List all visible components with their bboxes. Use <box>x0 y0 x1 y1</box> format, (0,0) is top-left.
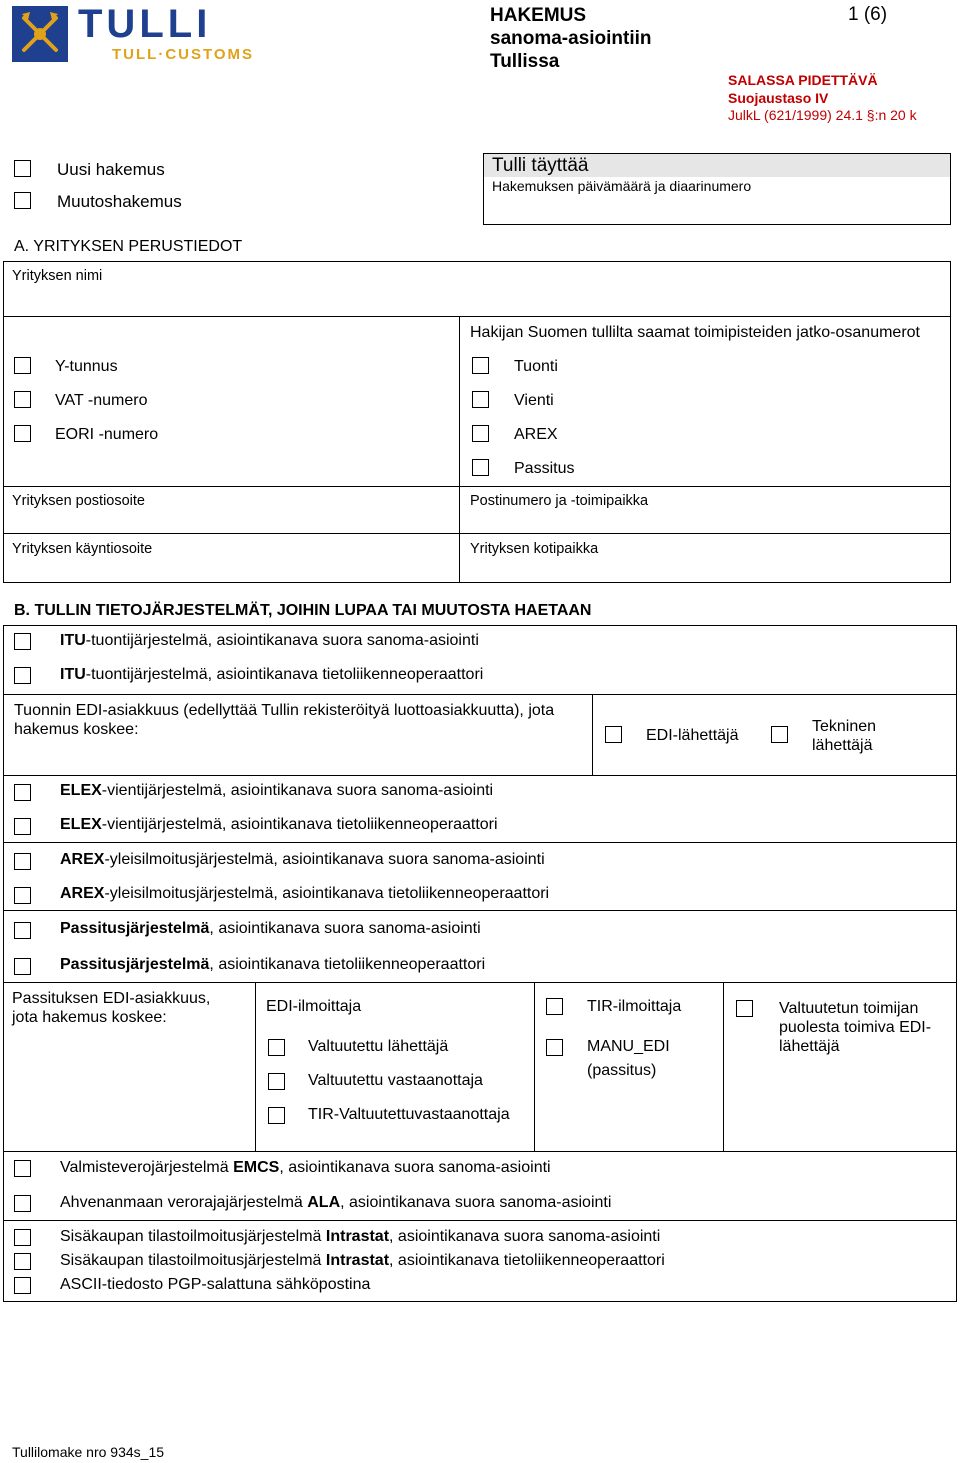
technical-sender-label: Tekninen lähettäjä <box>812 718 877 754</box>
itu-operator-checkbox[interactable] <box>14 667 31 684</box>
transit-direct-text: , asiointikanava suora sanoma-asiointi <box>209 920 481 937</box>
vat-number-label: VAT -numero <box>55 392 148 409</box>
change-application-checkbox[interactable] <box>14 192 31 209</box>
customs-fill-box <box>483 153 951 225</box>
new-application-checkbox[interactable] <box>14 160 31 177</box>
itu-direct-system: ITU <box>60 632 86 649</box>
customs-fill-title: Tulli täyttää <box>484 154 950 177</box>
authorised-sender-label: Valtuutettu lähettäjä <box>308 1038 449 1055</box>
itu-operator-text: -tuontijärjestelmä, asiointikanava tietoliikenneoperaattori <box>85 666 484 683</box>
ala-system: ALA <box>307 1194 341 1211</box>
emcs-label <box>60 1159 551 1177</box>
edi-sender-checkbox[interactable] <box>605 726 622 743</box>
arex-direct-text: -yleisilmoitusjärjestelmä, asiointikanava suora sanoma-asiointi <box>104 851 545 868</box>
manu-edi-checkbox[interactable] <box>546 1039 563 1056</box>
export-sub-label: Vienti <box>514 392 554 409</box>
itu-direct-checkbox[interactable] <box>14 633 31 650</box>
vat-number-checkbox[interactable] <box>14 391 31 408</box>
ascii-pgp-label: ASCII-tiedosto PGP-salattuna sähköpostina <box>60 1276 371 1293</box>
tir-declarant-label: TIR-ilmoittaja <box>587 998 682 1015</box>
eori-number-label: EORI -numero <box>55 426 159 443</box>
import-edi-label: Tuonnin EDI-asiakkuus (edellyttää Tullin rekisteröityä luottoasiakkuutta), jota hakemus koskee: <box>14 702 555 738</box>
form-title <box>490 4 652 73</box>
intrastat-operator-checkbox[interactable] <box>14 1253 31 1270</box>
transit-direct-label <box>60 920 481 938</box>
confidential-label: SALASSA PIDETTÄVÄ <box>728 72 878 88</box>
elex-direct-system: ELEX <box>60 782 102 799</box>
tir-receiver-checkbox[interactable] <box>268 1107 285 1124</box>
business-id-checkbox[interactable] <box>14 357 31 374</box>
on-behalf-sender-checkbox[interactable] <box>736 1000 753 1017</box>
business-id-label: Y-tunnus <box>55 358 118 375</box>
authorised-receiver-label: Valtuutettu vastaanottaja <box>308 1072 483 1089</box>
arex-operator-system: AREX <box>60 885 105 902</box>
ala-text: , asiointikanava suora sanoma-asiointi <box>340 1194 612 1211</box>
elex-operator-text: -vientijärjestelmä, asiointikanava tietoliikenneoperaattori <box>101 816 498 833</box>
intrastat-direct-text: , asiointikanava suora sanoma-asiointi <box>389 1228 661 1245</box>
manu-edi-label: MANU_EDI <box>587 1038 670 1055</box>
section-a-title: A. YRITYKSEN PERUSTIEDOT <box>14 238 243 255</box>
change-application-label: Muutoshakemus <box>57 192 182 211</box>
on-behalf-sender-label: Valtuutetun toimijan puolesta toimiva EDI-lähettäjä <box>779 1000 932 1055</box>
technical-sender-checkbox[interactable] <box>771 726 788 743</box>
sub-numbers-header: Hakijan Suomen tullilta saamat toimipisteiden jatko-osanumerot <box>470 324 920 341</box>
intrastat-operator-system: Intrastat <box>325 1252 390 1269</box>
tir-receiver-label: TIR-Valtuutettuvastaanottaja <box>308 1106 510 1123</box>
emcs-system: EMCS <box>233 1159 280 1176</box>
visiting-address-field[interactable]: Yrityksen käyntiosoite <box>12 541 153 557</box>
arex-operator-checkbox[interactable] <box>14 887 31 904</box>
section-a-table <box>3 261 951 583</box>
law-reference: JulkL (621/1999) 24.1 §:n 20 k <box>728 107 917 123</box>
new-application-label: Uusi hakemus <box>57 160 165 179</box>
itu-direct-text: -tuontijärjestelmä, asiointikanava suora sanoma-asiointi <box>85 632 479 649</box>
logo-main-text: TULLI <box>78 2 212 46</box>
transit-direct-system: Passitusjärjestelmä <box>60 920 210 937</box>
transit-operator-system: Passitusjärjestelmä <box>60 956 210 973</box>
intrastat-operator-label <box>60 1252 665 1270</box>
emcs-checkbox[interactable] <box>14 1160 31 1177</box>
form-title-line-3: Tullissa <box>490 51 560 72</box>
emcs-text: , asiointikanava suora sanoma-asiointi <box>279 1159 551 1176</box>
transit-direct-checkbox[interactable] <box>14 922 31 939</box>
authorised-receiver-checkbox[interactable] <box>268 1073 285 1090</box>
intrastat-operator-prefix: Sisäkaupan tilastoilmoitusjärjestelmä <box>60 1252 326 1269</box>
protection-level: Suojaustaso IV <box>728 90 829 106</box>
export-sub-checkbox[interactable] <box>472 391 489 408</box>
intrastat-direct-label <box>60 1228 660 1246</box>
intrastat-direct-prefix: Sisäkaupan tilastoilmoitusjärjestelmä <box>60 1228 326 1245</box>
elex-direct-text: -vientijärjestelmä, asiointikanava suora sanoma-asiointi <box>101 782 494 799</box>
transit-operator-text: , asiointikanava tietoliikenneoperaattori <box>209 956 486 973</box>
arex-direct-label <box>60 851 545 869</box>
home-city-field[interactable]: Yrityksen kotipaikka <box>470 541 599 557</box>
elex-direct-checkbox[interactable] <box>14 784 31 801</box>
arex-operator-label <box>60 885 549 903</box>
import-sub-checkbox[interactable] <box>472 357 489 374</box>
arex-sub-label: AREX <box>514 426 558 443</box>
itu-operator-system: ITU <box>60 666 86 683</box>
customs-emblem-icon <box>12 6 68 62</box>
form-title-line-1: HAKEMUS <box>490 5 587 26</box>
form-number: Tullilomake nro 934s_15 <box>12 1444 165 1460</box>
intrastat-direct-system: Intrastat <box>325 1228 390 1245</box>
arex-direct-checkbox[interactable] <box>14 853 31 870</box>
tir-declarant-checkbox[interactable] <box>546 998 563 1015</box>
transit-sub-checkbox[interactable] <box>472 459 489 476</box>
customs-fill-subtitle[interactable]: Hakemuksen päivämäärä ja diaarinumero <box>492 178 752 194</box>
transit-sub-label: Passitus <box>514 460 575 477</box>
postal-address-field[interactable]: Yrityksen postiosoite <box>12 493 145 509</box>
logo <box>12 2 292 66</box>
page-number: 1 (6) <box>848 4 888 25</box>
eori-number-checkbox[interactable] <box>14 425 31 442</box>
elex-operator-checkbox[interactable] <box>14 818 31 835</box>
elex-operator-system: ELEX <box>60 816 102 833</box>
emcs-prefix: Valmisteverojärjestelmä <box>60 1159 234 1176</box>
logo-sub-text: TULL·CUSTOMS <box>112 46 255 63</box>
authorised-sender-checkbox[interactable] <box>268 1039 285 1056</box>
ala-prefix: Ahvenanmaan verorajajärjestelmä <box>60 1194 308 1211</box>
edi-declarant-label: EDI-ilmoittaja <box>266 998 362 1015</box>
arex-sub-checkbox[interactable] <box>472 425 489 442</box>
intrastat-operator-text: , asiointikanava tietoliikenneoperaattori <box>389 1252 665 1269</box>
elex-direct-label <box>60 782 493 800</box>
section-b-title: B. TULLIN TIETOJÄRJESTELMÄT, JOIHIN LUPAA TAI MUUTOSTA HAETAAN <box>14 602 592 619</box>
manu-edi-note: (passitus) <box>587 1062 657 1079</box>
itu-direct-label <box>60 632 479 650</box>
import-sub-label: Tuonti <box>514 358 558 375</box>
transit-operator-checkbox[interactable] <box>14 958 31 975</box>
itu-operator-label <box>60 666 483 684</box>
postal-code-field[interactable]: Postinumero ja -toimipaikka <box>470 493 649 509</box>
company-name-field[interactable]: Yrityksen nimi <box>12 268 103 284</box>
arex-direct-system: AREX <box>60 851 105 868</box>
form-title-line-2: sanoma-asiointiin <box>490 28 652 49</box>
intrastat-direct-checkbox[interactable] <box>14 1229 31 1246</box>
ala-checkbox[interactable] <box>14 1195 31 1212</box>
transit-edi-label: Passituksen EDI-asiakkuus, jota hakemus koskee: <box>12 990 211 1026</box>
edi-sender-label: EDI-lähettäjä <box>646 727 739 744</box>
transit-operator-label <box>60 956 485 974</box>
arex-operator-text: -yleisilmoitusjärjestelmä, asiointikanava tietoliikenneoperaattori <box>104 885 550 902</box>
ascii-pgp-checkbox[interactable] <box>14 1277 31 1294</box>
elex-operator-label <box>60 816 498 834</box>
ala-label <box>60 1194 611 1212</box>
